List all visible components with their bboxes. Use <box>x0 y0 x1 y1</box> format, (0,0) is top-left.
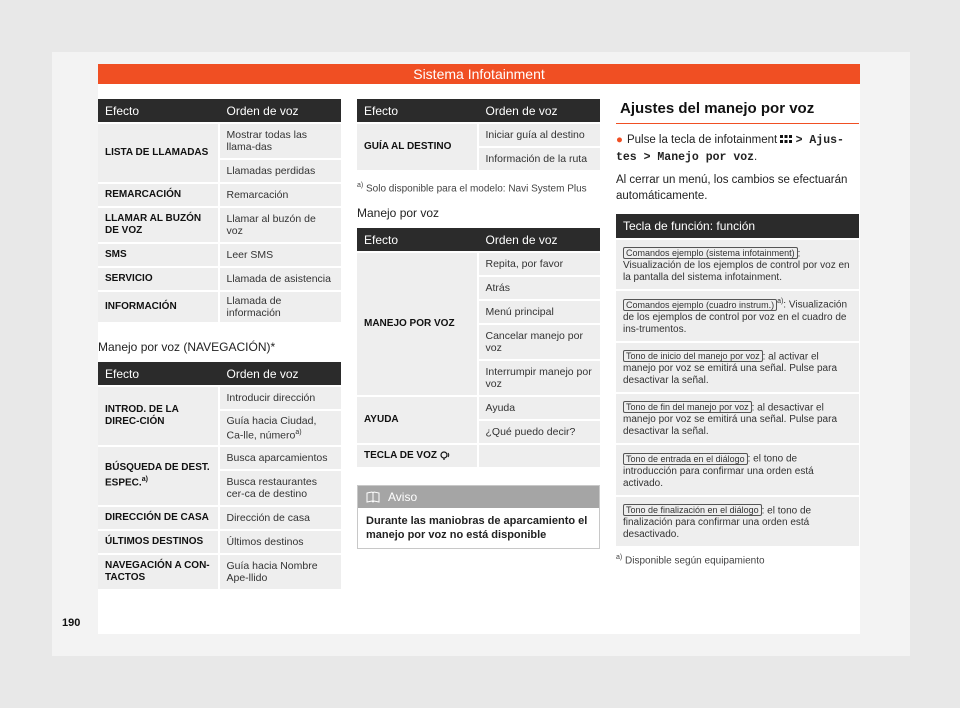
voice-control-table <box>357 226 600 469</box>
paragraph: Al cerrar un menú, los cambios se efectuarán automáticamente. <box>616 174 848 202</box>
order-cell: Cancelar manejo por voz <box>479 325 601 359</box>
col-header-effect: Efecto <box>357 99 479 122</box>
col-header-order: Orden de voz <box>479 99 601 122</box>
function-key-description: : el tono de finalización para confirmar una orden está desactivado. <box>623 504 812 540</box>
notice-text: Durante las maniobras de aparcamiento el manejo por voz no está disponible <box>366 515 588 542</box>
col-header-effect: Efecto <box>98 362 220 385</box>
function-key-label: Tono de fin del manejo por voz <box>623 401 752 413</box>
section-title-navegacion: Manejo por voz (NAVEGACIÓN)* <box>98 340 276 354</box>
effect-cell: SERVICIO <box>98 268 220 290</box>
section-heading: Ajustes del manejo por voz <box>616 100 859 124</box>
function-key-label: Tono de entrada en el diálogo <box>623 453 748 465</box>
footnote <box>616 554 859 566</box>
notice-header <box>358 486 599 508</box>
calls-table <box>98 97 341 324</box>
order-cell: Dirección de casa <box>220 507 342 529</box>
voice-icon <box>440 451 450 461</box>
order-cell: Información de la ruta <box>479 148 601 170</box>
footnote <box>357 182 600 194</box>
effect-cell: AYUDA <box>357 397 479 443</box>
table-row <box>98 124 341 158</box>
order-cell: Llamada de información <box>220 292 342 322</box>
table-row <box>98 244 341 266</box>
function-key-description: : el tono de introducción para confirmar una orden está activado. <box>623 453 814 489</box>
notice-title: Aviso <box>388 490 418 505</box>
function-key-item <box>616 394 859 443</box>
effect-text: BÚSQUEDA DE DEST. ESPEC. <box>105 462 210 489</box>
function-key-description: : Visualización de los ejemplos de control por voz en el cuadro de ins-trumentos. <box>623 299 848 335</box>
effect-cell: REMARCACIÓN <box>98 184 220 206</box>
footnote-mark: a) <box>295 428 302 436</box>
table-row <box>357 124 600 146</box>
effect-cell: GUÍA AL DESTINO <box>357 124 479 170</box>
table-row <box>98 387 341 409</box>
order-cell: Atrás <box>479 277 601 299</box>
effect-cell: ÚLTIMOS DESTINOS <box>98 531 220 553</box>
navigation-table <box>98 360 341 591</box>
order-cell: ¿Qué puedo decir? <box>479 421 601 443</box>
page-header: Sistema Infotainment <box>98 64 860 84</box>
destination-table <box>357 97 600 172</box>
info-book-icon <box>366 491 380 503</box>
order-cell: Llamada de asistencia <box>220 268 342 290</box>
function-key-description: : Visualización de los ejemplos de control por voz en la pantalla del sistema infotainment. <box>623 248 850 284</box>
table-row <box>98 268 341 290</box>
bullet-dot-icon: ● <box>616 134 623 146</box>
order-cell: Interrumpir manejo por voz <box>479 361 601 395</box>
footnote-mark: a) <box>357 182 364 189</box>
table-row <box>98 447 341 469</box>
effect-cell <box>357 445 479 467</box>
col-header-effect: Efecto <box>98 99 220 122</box>
effect-cell: LLAMAR AL BUZÓN DE VOZ <box>98 208 220 242</box>
order-cell: Leer SMS <box>220 244 342 266</box>
col-header-order: Orden de voz <box>220 362 342 385</box>
order-cell: Introducir dirección <box>220 387 342 409</box>
page-number: 190 <box>62 617 81 629</box>
function-key-description: : al desactivar el manejo por voz se emitirá una señal. Pulse para desactivar la señal. <box>623 402 838 438</box>
function-key-item <box>616 343 859 392</box>
order-cell: Guía hacia Nombre Ape-llido <box>220 555 342 589</box>
table-row <box>357 397 600 419</box>
effect-text: TECLA DE VOZ <box>364 450 437 462</box>
order-cell <box>479 445 601 467</box>
menu-path: > Ajus-tes > Manejo por voz <box>616 134 844 164</box>
order-cell: Iniciar guía al destino <box>479 124 601 146</box>
table-row <box>357 253 600 275</box>
effect-cell: INTROD. DE LA DIREC-CIÓN <box>98 387 220 445</box>
function-key-item <box>616 240 859 289</box>
footnote-mark: a) <box>777 298 784 306</box>
order-cell: Llamadas perdidas <box>220 160 342 182</box>
effect-cell: DIRECCIÓN DE CASA <box>98 507 220 529</box>
table-row <box>98 531 341 553</box>
footnote-text: Solo disponible para el modelo: Navi System Plus <box>366 183 587 195</box>
section-title-manejo: Manejo por voz <box>357 206 440 221</box>
table-row <box>98 555 341 589</box>
order-cell: Busca aparcamientos <box>220 447 342 469</box>
order-cell: Repita, por favor <box>479 253 601 275</box>
function-key-item <box>616 497 859 546</box>
table-row <box>98 184 341 206</box>
function-key-header: Tecla de función: función <box>616 214 859 238</box>
instruction-text: Pulse la tecla de infotainment <box>626 134 778 146</box>
effect-cell: MANEJO POR VOZ <box>357 253 479 395</box>
order-cell: Menú principal <box>479 301 601 323</box>
apps-grid-icon <box>780 135 792 145</box>
col-header-effect: Efecto <box>357 228 479 251</box>
middle-column <box>357 97 600 549</box>
order-cell: Llamar al buzón de voz <box>220 208 342 242</box>
footnote-mark: a) <box>141 476 148 484</box>
table-row <box>98 507 341 529</box>
function-key-label: Comandos ejemplo (sistema infotainment) <box>623 247 798 259</box>
notice-box <box>357 485 600 549</box>
order-cell: Remarcación <box>220 184 342 206</box>
effect-cell: INFORMACIÓN <box>98 292 220 322</box>
left-column <box>98 97 341 591</box>
footnote-mark: a) <box>616 553 623 561</box>
effect-cell <box>98 447 220 505</box>
order-cell: Busca restaurantes cer-ca de destino <box>220 471 342 505</box>
footnote-text: Disponible según equipamiento <box>625 555 765 567</box>
effect-cell: LISTA DE LLAMADAS <box>98 124 220 182</box>
right-column <box>616 100 859 572</box>
function-key-item <box>616 445 859 494</box>
order-cell: Últimos destinos <box>220 531 342 553</box>
function-key-description: : al activar el manejo por voz se emitirá una señal. Pulse para desactivar la señal. <box>623 350 838 386</box>
col-header-order: Orden de voz <box>479 228 601 251</box>
function-key-label: Tono de inicio del manejo por voz <box>623 350 763 362</box>
order-cell <box>220 411 342 445</box>
order-text: Guía hacia Ciudad, Ca-lle, número <box>226 414 317 442</box>
col-header-order: Orden de voz <box>220 99 342 122</box>
effect-cell: NAVEGACIÓN A CON-TACTOS <box>98 555 220 589</box>
table-row <box>357 445 600 467</box>
table-row <box>98 292 341 322</box>
table-row <box>98 208 341 242</box>
function-key-label: Comandos ejemplo (cuadro instrum.) <box>623 299 777 311</box>
order-cell: Ayuda <box>479 397 601 419</box>
order-cell: Mostrar todas las llama-das <box>220 124 342 158</box>
function-key-label: Tono de finalización en el diálogo <box>623 504 762 516</box>
function-key-item <box>616 291 859 340</box>
instruction-bullet: ● Pulse la tecla de infotainment > Ajus-tes > Manejo por voz. <box>616 134 844 164</box>
effect-cell: SMS <box>98 244 220 266</box>
